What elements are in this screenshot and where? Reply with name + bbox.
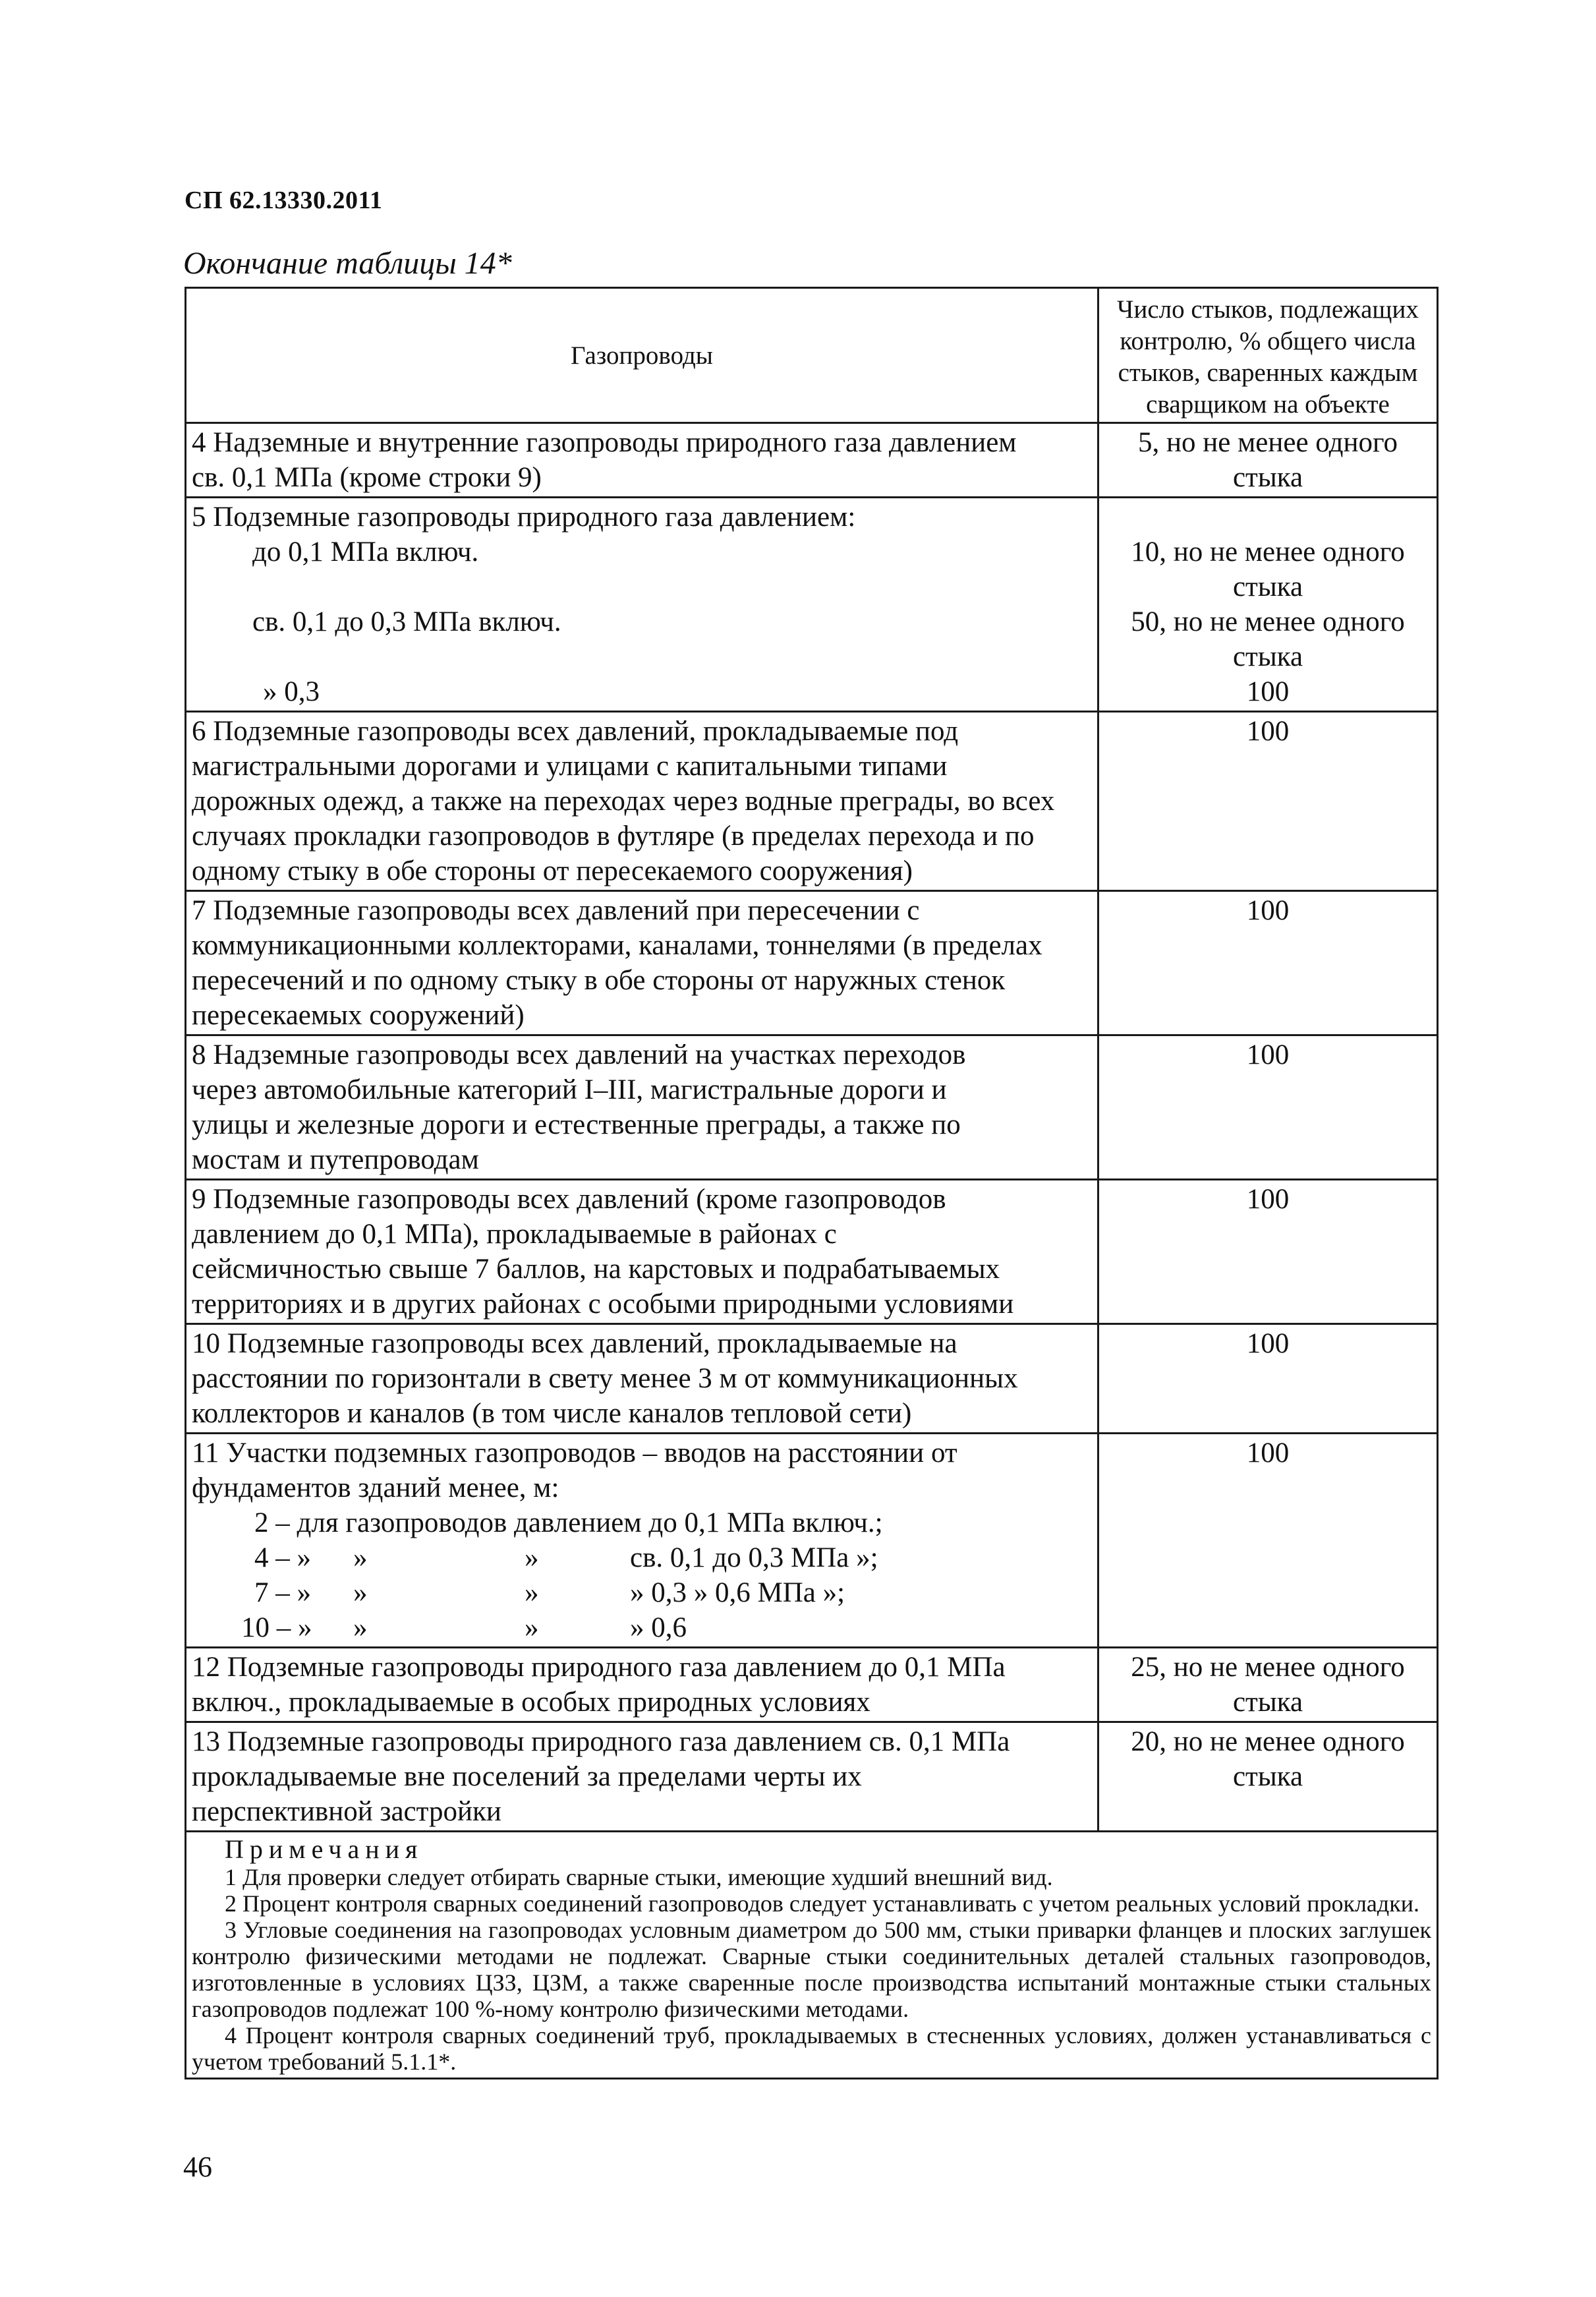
sub-cell: » 0,6 <box>630 1612 687 1643</box>
text-line: коллекторов и каналов (в том числе каналов тепловой сети) <box>192 1398 912 1429</box>
header-line: сварщиком на объекте <box>1146 390 1390 419</box>
text-line: давлением до 0,1 МПа), прокладываемые в районах с <box>192 1219 837 1250</box>
text-line: одному стыку в обе стороны от пересекаемого сооружения) <box>192 856 913 887</box>
joints-control-table <box>185 287 1439 2079</box>
header-line: контролю, % общего числа <box>1120 327 1416 355</box>
row-12-description <box>186 1648 1098 1722</box>
row-7-value: 100 <box>1098 891 1438 1035</box>
table-row <box>186 423 1438 498</box>
value-line: 100 <box>1246 676 1290 707</box>
table-caption: Окончание таблицы 14* <box>183 246 512 281</box>
sub-cell: 7 – » <box>254 1577 311 1608</box>
row-5-values <box>1098 498 1438 712</box>
note-item: 4 Процент контроля сварных соединений труб, прокладываемых в стесненных условиях, должен устанавливаться с учетом требований 5.1.1*. <box>192 2022 1431 2075</box>
text-line: 11 Участки подземных газопроводов – вводов на расстоянии от <box>192 1438 957 1468</box>
table-container <box>185 287 1437 2079</box>
table-row <box>186 712 1438 891</box>
sub-cell: 10 – » <box>241 1612 312 1643</box>
row-7-description <box>186 891 1098 1035</box>
sub-item: до 0,1 МПа включ. <box>252 537 479 567</box>
row-5-description <box>186 498 1098 712</box>
text-line: 10 Подземные газопроводы всех давлений, прокладываемые на <box>192 1328 957 1359</box>
table-row <box>186 1722 1438 1832</box>
table-row <box>186 1648 1438 1722</box>
sub-cell: » <box>353 1612 368 1643</box>
row-11-description <box>186 1434 1098 1648</box>
value-line: стыка <box>1232 571 1303 602</box>
text-line: прокладываемые вне поселений за пределами черты их <box>192 1761 862 1792</box>
header-line: Число стыков, подлежащих <box>1117 295 1419 324</box>
note-item: 2 Процент контроля сварных соединений газопроводов следует устанавливать с учетом реальных условий прокладки. <box>225 1890 1419 1917</box>
text-line: мостам и путепроводам <box>192 1144 479 1175</box>
row-11-value: 100 <box>1098 1434 1438 1648</box>
distance-sub-row <box>192 1610 1092 1645</box>
sub-cell: св. 0,1 до 0,3 МПа »; <box>630 1542 878 1573</box>
text-line: 8 Надземные газопроводы всех давлений на участках переходов <box>192 1039 966 1070</box>
value-line: 5, но не менее одного <box>1137 427 1398 458</box>
row-6-description <box>186 712 1098 891</box>
value-line: стыка <box>1232 641 1303 672</box>
value-line: 25, но не менее одного <box>1131 1652 1405 1683</box>
sub-item: » 0,3 <box>263 676 320 707</box>
sub-cell: » <box>525 1612 539 1643</box>
table-row <box>186 1434 1438 1648</box>
sub-item: 2 – для газопроводов давлением до 0,1 МПа включ.; <box>254 1507 883 1538</box>
page-number: 46 <box>183 2151 212 2183</box>
table-header-row <box>186 288 1438 423</box>
row-9-value: 100 <box>1098 1180 1438 1324</box>
row-4-value <box>1098 423 1438 498</box>
notes-row <box>186 1832 1438 2079</box>
text-line: пересечений и по одному стыку в обе стороны от наружных стенок <box>192 965 1006 996</box>
text-line: 5 Подземные газопроводы природного газа давлением: <box>192 502 856 533</box>
row-8-value: 100 <box>1098 1035 1438 1180</box>
text-line: коммуникационными коллекторами, каналами, тоннелями (в пределах <box>192 930 1042 961</box>
text-line: случаях прокладки газопроводов в футляре (в пределах перехода и по <box>192 821 1035 852</box>
sub-cell: » <box>353 1542 368 1573</box>
row-10-description <box>186 1324 1098 1434</box>
row-10-value: 100 <box>1098 1324 1438 1434</box>
value-line: 10, но не менее одного <box>1131 537 1405 567</box>
table-row <box>186 1035 1438 1180</box>
row-8-description <box>186 1035 1098 1180</box>
text-line: 12 Подземные газопроводы природного газа давлением до 0,1 МПа <box>192 1652 1006 1683</box>
header-line: стыков, сваренных каждым <box>1118 359 1418 387</box>
row-9-description <box>186 1180 1098 1324</box>
table-row <box>186 891 1438 1035</box>
text-line: пересекаемых сооружений) <box>192 1000 525 1031</box>
text-line: расстоянии по горизонтали в свету менее 3 м от коммуникационных <box>192 1363 1018 1394</box>
table-row <box>186 1180 1438 1324</box>
sub-item: св. 0,1 до 0,3 МПа включ. <box>252 606 561 637</box>
notes-title: Примечания <box>225 1834 424 1864</box>
sub-cell: » 0,3 » 0,6 МПа »; <box>630 1577 845 1608</box>
value-line: стыка <box>1232 1761 1303 1792</box>
sub-cell: 4 – » <box>254 1542 311 1573</box>
distance-sub-row <box>192 1540 1092 1575</box>
text-line: улицы и железные дороги и естественные преграды, а также по <box>192 1109 961 1140</box>
document-code: СП 62.13330.2011 <box>185 187 383 214</box>
distance-sub-row <box>192 1575 1092 1610</box>
text-line: магистральными дорогами и улицами с капитальными типами <box>192 751 948 782</box>
spacer <box>192 639 1092 674</box>
row-13-value <box>1098 1722 1438 1832</box>
row-13-description <box>186 1722 1098 1832</box>
text-line: включ., прокладываемые в особых природных условиях <box>192 1687 870 1718</box>
text-line: сейсмичностью свыше 7 баллов, на карстовых и подрабатываемых <box>192 1254 1000 1285</box>
header-pipelines: Газопроводы <box>186 288 1098 423</box>
text-line: 4 Надземные и внутренние газопроводы природного газа давлением <box>192 427 1017 458</box>
text-line: территориях и в других районах с особыми природными условиями <box>192 1289 1014 1320</box>
text-line: 6 Подземные газопроводы всех давлений, прокладываемые под <box>192 716 959 747</box>
row-12-value <box>1098 1648 1438 1722</box>
text-line: дорожных одежд, а также на переходах через водные преграды, во всех <box>192 786 1055 817</box>
value-line: стыка <box>1232 1687 1303 1718</box>
text-line: 13 Подземные газопроводы природного газа давлением св. 0,1 МПа <box>192 1726 1010 1757</box>
note-item: 1 Для проверки следует отбирать сварные стыки, имеющие худший внешний вид. <box>225 1864 1053 1890</box>
text-line: фундаментов зданий менее, м: <box>192 1472 559 1503</box>
note-item: 3 Угловые соединения на газопроводах условным диаметром до 500 мм, стыки приварки фланцев и плоских заглушек контролю физическими методами не подлежат. Сварные стыки соединительных деталей стальных газопроводов, изготовленные в условиях ЦЗЗ, ЦЗМ, а также сваренные после производства испытаний монтажные стыки стальных газопроводов подлежат 100 %-ному контролю физическими методами. <box>192 1917 1431 2022</box>
text-line: 9 Подземные газопроводы всех давлений (кроме газопроводов <box>192 1184 946 1215</box>
sub-cell: » <box>525 1577 539 1608</box>
row-6-value: 100 <box>1098 712 1438 891</box>
value-line: 50, но не менее одного <box>1131 606 1405 637</box>
text-line: св. 0,1 МПа (кроме строки 9) <box>192 462 542 493</box>
header-joints-percent <box>1098 288 1438 423</box>
sub-cell: » <box>353 1577 368 1608</box>
text-line: 7 Подземные газопроводы всех давлений при пересечении с <box>192 895 920 926</box>
table-row <box>186 498 1438 712</box>
table-row <box>186 1324 1438 1434</box>
notes-cell <box>186 1832 1438 2079</box>
value-line: стыка <box>1232 462 1303 493</box>
text-line: через автомобильные категорий I–III, магистральные дороги и <box>192 1074 947 1105</box>
spacer <box>1104 500 1431 535</box>
spacer <box>192 569 1092 604</box>
sub-cell: » <box>525 1542 539 1573</box>
text-line: перспективной застройки <box>192 1796 501 1827</box>
value-line: 20, но не менее одного <box>1131 1726 1405 1757</box>
row-4-description <box>186 423 1098 498</box>
